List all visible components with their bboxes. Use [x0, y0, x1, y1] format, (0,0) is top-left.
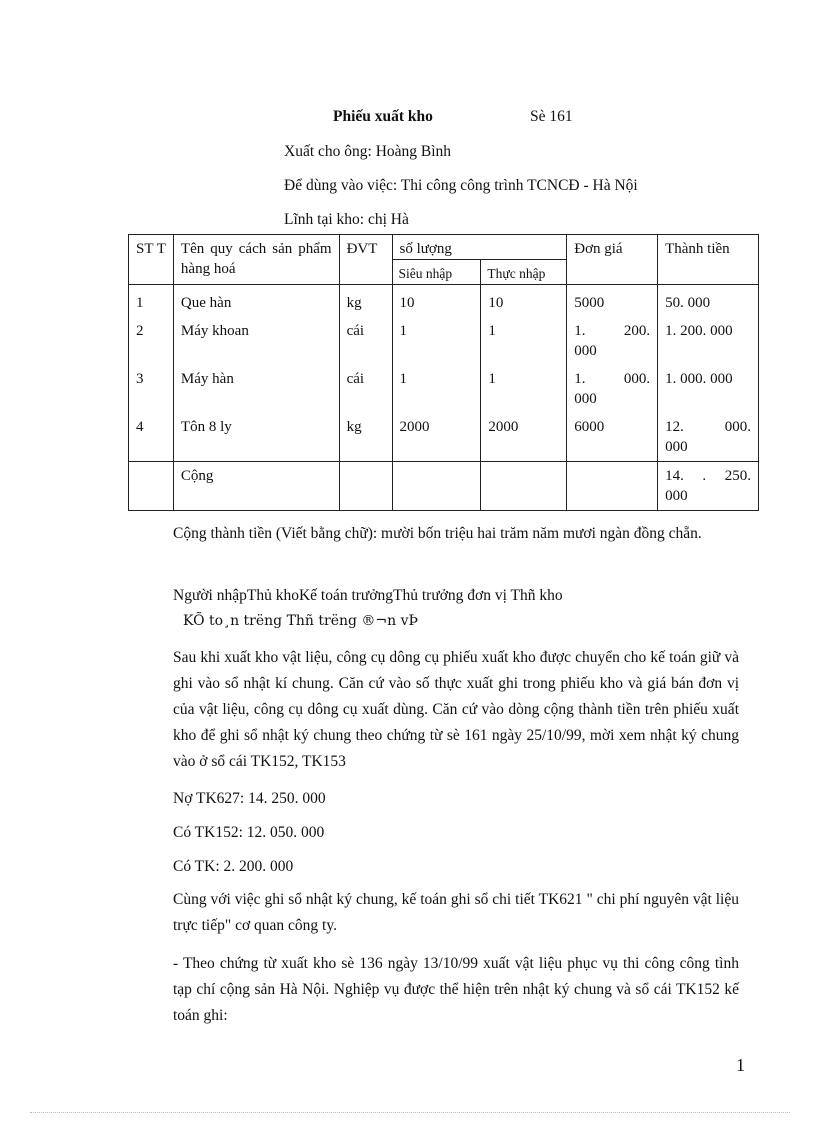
- paragraph-1: [135, 645, 739, 775]
- table-sum-row: [129, 462, 759, 511]
- cell-requested: 1: [392, 317, 481, 365]
- amount-in-words: [135, 521, 739, 547]
- purpose-line: Để dùng vào việc: Thi công công trình TCNCĐ - Hà Nội: [284, 177, 638, 194]
- document-title: Phiếu xuất kho: [333, 108, 433, 125]
- footer-rule: [30, 1112, 790, 1113]
- paragraph-2: [135, 887, 739, 939]
- header-requested: Siêu nhập: [392, 260, 481, 285]
- cell-unit: kg: [339, 413, 392, 462]
- cell-price: 1. 000. 000: [567, 365, 658, 413]
- cell-requested: 2000: [392, 413, 481, 462]
- document-number: Sè 161: [530, 108, 573, 125]
- cell-sum-total: 14. . 250. 000: [658, 462, 759, 511]
- paragraph-1-text: Sau khi xuất kho vật liệu, công cụ dông cụ phiếu xuất kho được chuyển cho kế toán giữ và ghi vào sổ nhật kí chung. Căn cứ vào số thực xuất ghi trong phiếu kho và giá bán đơn vị của vật liệu, công cụ dông cụ xuất dùng. Căn cứ vào dòng cộng thành tiền trên phiếu xuất kho để ghi sổ nhật ký chung theo chứng từ sè 161 ngày 25/10/99, mời xem nhật ký chung vào ở sổ cái TK152, TK153: [173, 649, 739, 770]
- cell-sum-requested: [392, 462, 481, 511]
- cell-total: 1. 000. 000: [658, 365, 759, 413]
- warehouse-line: Lĩnh tại kho: chị Hà: [284, 211, 409, 228]
- cell-sum-label: Cộng: [173, 462, 339, 511]
- cell-actual: 10: [481, 285, 567, 318]
- table-header-row: [129, 235, 759, 260]
- cell-requested: 1: [392, 365, 481, 413]
- page-number: 1: [736, 1055, 745, 1075]
- cell-total: 1. 200. 000: [658, 317, 759, 365]
- cell-price: 5000: [567, 285, 658, 318]
- header-name: Tên quy cách sản phẩm hàng hoá: [173, 235, 339, 285]
- cell-price: 1. 200. 000: [567, 317, 658, 365]
- cell-actual: 1: [481, 317, 567, 365]
- table-row: [129, 285, 759, 318]
- table-row: [129, 365, 759, 413]
- cell-unit: cái: [339, 317, 392, 365]
- cell-sum-actual: [481, 462, 567, 511]
- cell-actual: 1: [481, 365, 567, 413]
- journal-entry-credit-2: Có TK: 2. 200. 000: [173, 858, 294, 875]
- cell-name: Máy khoan: [173, 317, 339, 365]
- cell-stt: 2: [129, 317, 174, 365]
- header-stt: ST T: [129, 235, 174, 285]
- header-actual: Thực nhập: [481, 260, 567, 285]
- header-total: Thành tiền: [658, 235, 759, 285]
- cell-name: Tôn 8 ly: [173, 413, 339, 462]
- header-price: Đơn giá: [567, 235, 658, 285]
- paragraph-3-text: - Theo chứng từ xuất kho sè 136 ngày 13/10/99 xuất vật liệu phục vụ thi công công tình tạp chí cộng sản Hà Nội. Nghiệp vụ được thể hiện trên nhật ký chung và sổ cái TK152 kế toán ghi:: [173, 955, 739, 1024]
- cell-sum-unit: [339, 462, 392, 511]
- cell-unit: kg: [339, 285, 392, 318]
- table-row: [129, 317, 759, 365]
- cell-name: Que hàn: [173, 285, 339, 318]
- cell-stt: 1: [129, 285, 174, 318]
- paragraph-2-text: Cùng với việc ghi sổ nhật ký chung, kế toán ghi sổ chi tiết TK621 " chi phí nguyên vật liệu trực tiếp" cơ quan công ty.: [173, 891, 739, 934]
- paragraph-3: [135, 951, 739, 1029]
- cell-unit: cái: [339, 365, 392, 413]
- journal-entry-credit-1: Có TK152: 12. 050. 000: [173, 824, 325, 841]
- signature-line-2: KÕ to¸n trëng Thñ trëng ®¬n vÞ: [183, 613, 418, 629]
- cell-stt: 3: [129, 365, 174, 413]
- cell-sum-price: [567, 462, 658, 511]
- header-unit: ĐVT: [339, 235, 392, 285]
- cell-actual: 2000: [481, 413, 567, 462]
- amount-in-words-text: Cộng thành tiền (Viết bằng chữ): mười bốn triệu hai trăm năm mươi ngàn đồng chẵn.: [173, 525, 702, 542]
- cell-total: 50. 000: [658, 285, 759, 318]
- cell-price: 6000: [567, 413, 658, 462]
- recipient-line: Xuất cho ông: Hoàng Bình: [284, 143, 452, 160]
- cell-requested: 10: [392, 285, 481, 318]
- cell-total: 12. 000. 000: [658, 413, 759, 462]
- journal-entry-debit: Nợ TK627: 14. 250. 000: [173, 790, 326, 807]
- signature-line-1: Người nhậpThủ khoKế toán trưởngThủ trưởng đơn vị Thñ kho: [173, 587, 563, 604]
- cell-name: Máy hàn: [173, 365, 339, 413]
- goods-table: [128, 234, 759, 511]
- table-row: [129, 413, 759, 462]
- cell-sum-stt: [129, 462, 174, 511]
- header-quantity: số lượng: [392, 235, 567, 260]
- cell-stt: 4: [129, 413, 174, 462]
